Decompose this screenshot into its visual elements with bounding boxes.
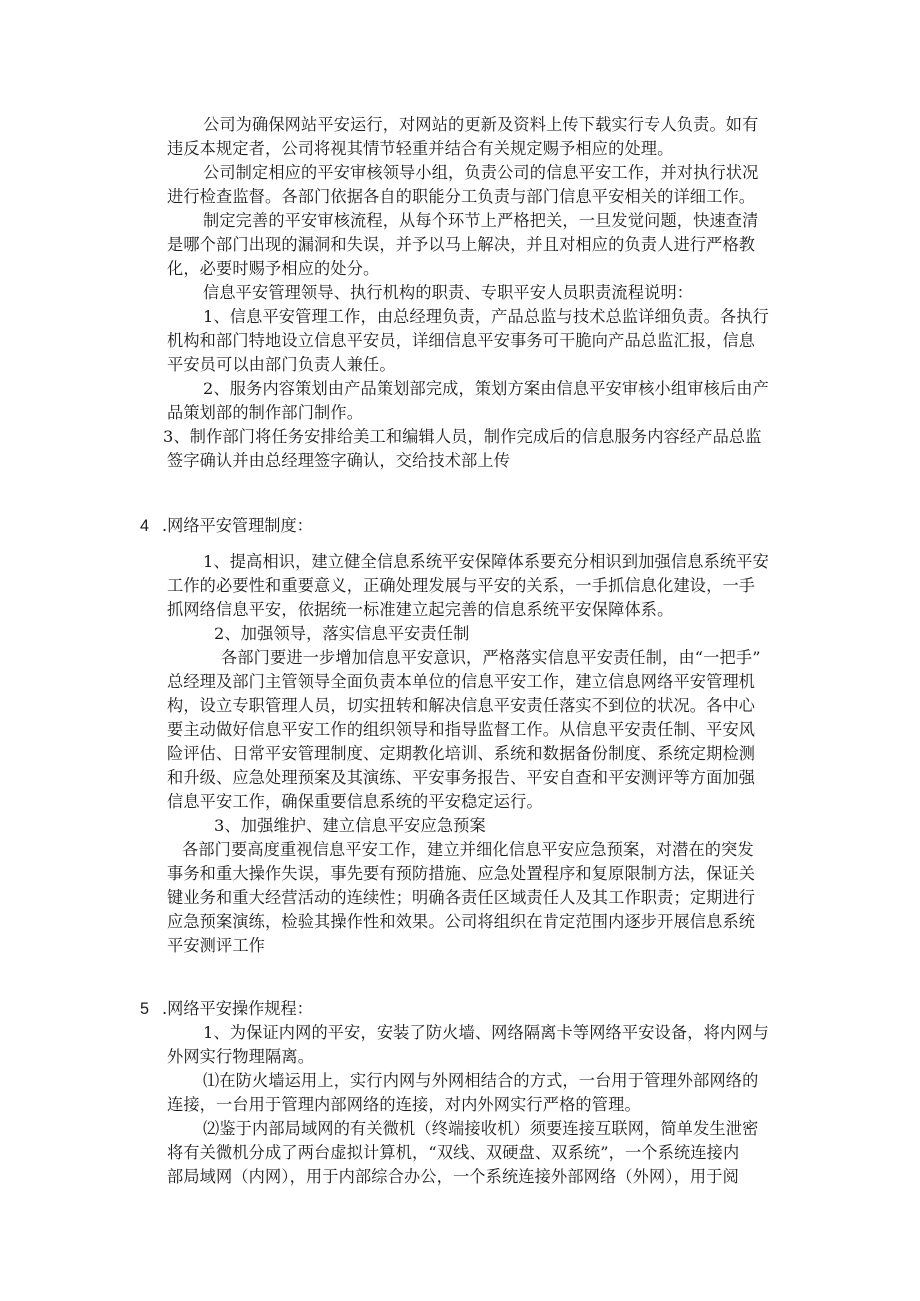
paragraph-line: 进行检查监督。各部门依据各自的职能分工负责与部门信息平安相关的详细工作。 bbox=[167, 187, 756, 206]
paragraph-line: 平安测评工作 bbox=[167, 936, 266, 955]
paragraph-line: 公司制定相应的平安审核领导小组，负责公司的信息平安工作，并对执行状况 bbox=[203, 163, 759, 182]
paragraph-line: 2、加强领导，落实信息平安责任制 bbox=[214, 624, 470, 643]
paragraph-line: 事务和重大操作失误，事先要有预防措施、应急处置程序和复原限制方法，保证关 bbox=[167, 864, 756, 883]
paragraph-line: 键业务和重大经营活动的连续性；明确各责任区域责任人及其工作职责；定期进行 bbox=[167, 888, 756, 907]
section-5-heading bbox=[140, 997, 313, 1021]
paragraph-line: 部局域网（内网），用于内部综合办公，一个系统连接外部网络（外网），用于阅 bbox=[167, 1167, 739, 1186]
paragraph-line: 机构和部门特地设立信息平安员，详细信息平安事务可干脆向产品总监汇报，信息 bbox=[167, 331, 756, 350]
paragraph-line: 1、提高相识，建立健全信息系统平安保障体系要充分相识到加强信息系统平安 bbox=[203, 552, 769, 571]
section-number: 4 bbox=[140, 517, 150, 535]
paragraph-line: 抓网络信息平安，依据统一标准建立起完善的信息系统平安保障体系。 bbox=[167, 600, 674, 619]
paragraph-line: 1、为保证内网的平安，安装了防火墙、网络隔离卡等网络平安设备，将内网与 bbox=[203, 1023, 769, 1042]
paragraph-line: 信息平安工作，确保重要信息系统的平安稳定运行。 bbox=[167, 792, 543, 811]
paragraph-line: 1、信息平安管理工作，由总经理负责，产品总监与技术总监详细负责。各执行 bbox=[203, 307, 769, 326]
paragraph-line: 签字确认并由总经理签字确认，交给技术部上传 bbox=[167, 451, 511, 470]
paragraph-line: 3、制作部门将任务安排给美工和编辑人员，制作完成后的信息服务内容经产品总监 bbox=[163, 427, 762, 446]
paragraph-line: 连接，一台用于管理内部网络的连接，对内外网实行严格的管理。 bbox=[167, 1095, 641, 1114]
paragraph-line: 将有关微机分成了两台虚拟计算机，“双线、双硬盘、双系统”，一个系统连接内 bbox=[167, 1143, 740, 1162]
paragraph-line: 总经理及部门主管领导全面负责本单位的信息平安工作，建立信息网络平安管理机 bbox=[167, 672, 756, 691]
paragraph-line: 2、服务内容策划由产品策划部完成，策划方案由信息平安审核小组审核后由产 bbox=[203, 379, 769, 398]
paragraph-line: 外网实行物理隔离。 bbox=[167, 1047, 315, 1066]
paragraph-line: 构，设立专职管理人员，切实扭转和解决信息平安责任落实不到位的状况。各中心 bbox=[167, 696, 756, 715]
paragraph-line: 平安员可以由部门负责人兼任。 bbox=[167, 355, 396, 374]
paragraph-line: ⑴在防火墙运用上，实行内网与外网相结合的方式，一台用于管理外部网络的 bbox=[203, 1071, 759, 1090]
paragraph-line: 化，必要时赐予相应的处分。 bbox=[167, 259, 380, 278]
paragraph-line: 品策划部的制作部门制作。 bbox=[167, 403, 364, 422]
section-title: .网络平安操作规程： bbox=[162, 999, 313, 1018]
section-number: 5 bbox=[140, 1000, 150, 1018]
paragraph-line: 违反本规定者，公司将视其情节轻重并结合有关规定赐予相应的处理。 bbox=[167, 139, 674, 158]
section-title: .网络平安管理制度： bbox=[162, 516, 313, 535]
paragraph-line: 各部门要进一步增加信息平安意识，严格落实信息平安责任制，由“一把手” bbox=[221, 648, 761, 667]
paragraph-line: 制定完善的平安审核流程，从每个环节上严格把关，一旦发觉问题，快速查清 bbox=[203, 211, 759, 230]
paragraph-line: 和升级、应急处理预案及其演练、平安事务报告、平安自查和平安测评等方面加强 bbox=[167, 768, 756, 787]
paragraph-line: 公司为确保网站平安运行，对网站的更新及资料上传下载实行专人负责。如有 bbox=[203, 115, 759, 134]
paragraph-line: 工作的必要性和重要意义，正确处理发展与平安的关系，一手抓信息化建设，一手 bbox=[167, 576, 756, 595]
paragraph-line: 应急预案演练，检验其操作性和效果。公司将组织在肯定范围内逐步开展信息系统 bbox=[167, 912, 756, 931]
paragraph-line: 各部门要高度重视信息平安工作，建立并细化信息平安应急预案，对潜在的突发 bbox=[182, 840, 754, 859]
paragraph-line: 3、加强维护、建立信息平安应急预案 bbox=[214, 816, 486, 835]
paragraph-line: ⑵鉴于内部局域网的有关微机（终端接收机）须要连接互联网，简单发生泄密 bbox=[203, 1119, 759, 1138]
section-4-heading bbox=[140, 514, 313, 538]
paragraph-line: 是哪个部门出现的漏洞和失误，并予以马上解决，并且对相应的负责人进行严格教 bbox=[167, 235, 756, 254]
paragraph-line: 要主动做好信息平安工作的组织领导和指导监督工作。从信息平安责任制、平安风 bbox=[167, 720, 756, 739]
paragraph-line: 险评估、日常平安管理制度、定期教化培训、系统和数据备份制度、系统定期检测 bbox=[167, 744, 756, 763]
paragraph-line: 信息平安管理领导、执行机构的职责、专职平安人员职责流程说明： bbox=[203, 283, 694, 302]
